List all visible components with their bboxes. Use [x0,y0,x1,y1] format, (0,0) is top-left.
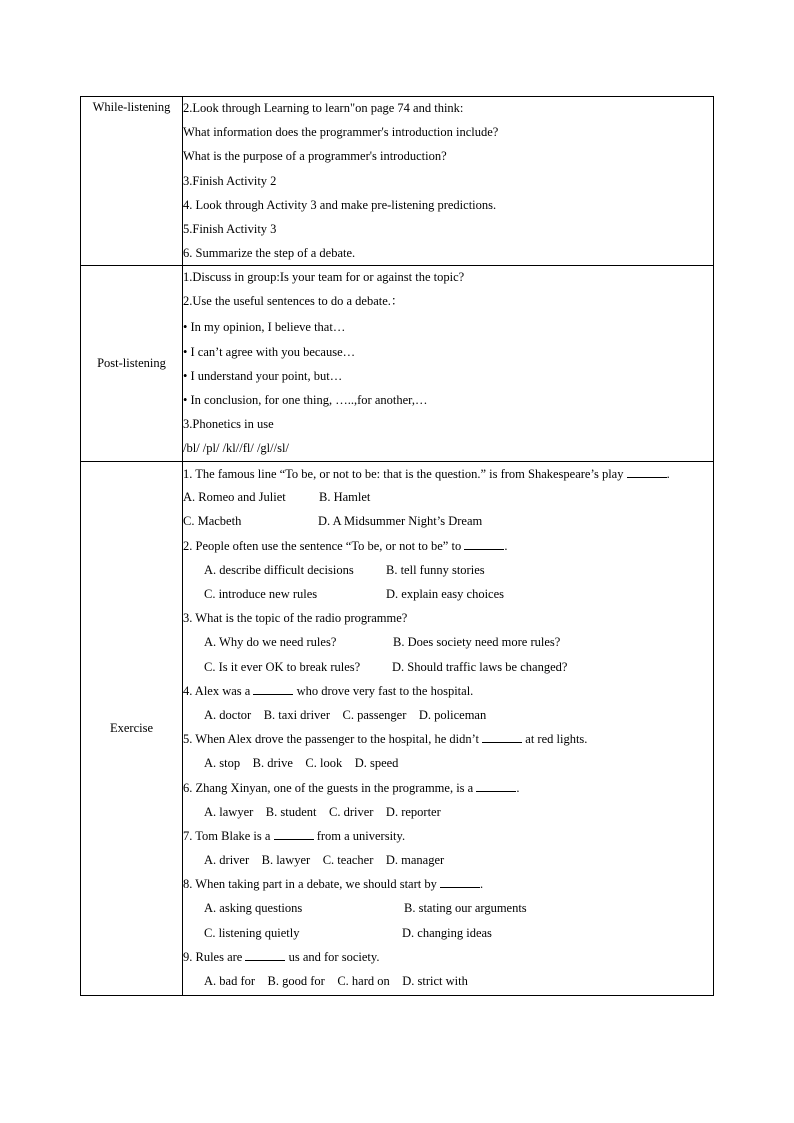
exercise-row [81,462,714,996]
post-listening-row [81,266,714,462]
option-c: C. introduce new rules [204,587,318,601]
list-item: • In conclusion, for one thing, …..,for another,… [183,392,428,407]
question-1: 1. The famous line “To be, or not to be: that is the question.” is from Shakespeare’s play . [183,467,670,482]
list-item: 2.Look through Learning to learn"on page 74 and think: [183,101,464,115]
list-item: What is the purpose of a programmer's introduction? [183,149,447,164]
question-8-options-row-1 [183,900,713,924]
list-item: 6. Summarize the step of a debate. [183,246,356,261]
option-b: B. Does society need more rules? [393,635,561,650]
question-5-options: A. stop B. drive C. look D. speed [204,756,399,771]
question-1-options-row-2 [183,513,713,537]
stage-label-while-listening: While-listening [81,97,183,266]
option-a: A. Romeo and Juliet [183,490,286,505]
option-d: D. A Midsummer Night’s Dream [318,514,483,529]
answer-blank [464,538,504,550]
while-listening-content [183,97,714,266]
question-2-options-row-1 [183,562,713,586]
question-3-options-row-1 [183,634,713,658]
question-3-options-row-2 [183,659,713,683]
answer-blank [440,876,480,888]
question-9-options: A. bad for B. good for C. hard on D. strict with [204,974,468,988]
list-item: • In my opinion, I believe that… [183,320,346,335]
list-item: 5.Finish Activity 3 [183,221,277,236]
question-8-options-row-2 [183,925,713,949]
option-d: D. changing ideas [402,925,492,940]
question-9: 9. Rules are us and for society. [183,949,380,964]
option-b: B. Hamlet [319,490,371,505]
lesson-plan-table [80,96,714,996]
list-item: What information does the programmer's introduction include? [183,125,499,140]
question-1-stem: 1. The famous line “To be, or not to be: that is the question.” is from Shakespeare’s play [183,467,624,482]
question-1-options-row-1 [183,489,713,513]
stage-label-post-listening: Post-listening [81,266,183,462]
question-4-options: A. doctor B. taxi driver C. passenger D. policeman [204,707,487,722]
option-d: D. explain easy choices [386,587,505,601]
list-item: • I can’t agree with you because… [183,344,356,359]
option-a: A. describe difficult decisions [204,562,354,577]
list-item: /bl/ /pl/ /kl//fl/ /gl//sl/ [183,441,289,456]
option-a: A. asking questions [204,901,303,916]
question-2-options-row-2 [183,586,713,610]
question-8: 8. When taking part in a debate, we should start by . [183,877,484,892]
answer-blank [245,949,285,961]
list-item: 3.Phonetics in use [183,417,274,432]
list-item: 1.Discuss in group:Is your team for or against the topic? [183,270,465,285]
question-7: 7. Tom Blake is a from a university. [183,828,406,843]
answer-blank [482,731,522,743]
option-b: B. stating our arguments [404,901,527,916]
option-c: C. Macbeth [183,514,242,529]
answer-blank [627,466,667,478]
question-7-options: A. driver B. lawyer C. teacher D. manager [204,853,445,868]
answer-blank [253,683,293,695]
question-6-options: A. lawyer B. student C. driver D. reporter [204,804,441,819]
question-3: 3. What is the topic of the radio programme? [183,611,408,626]
question-6: 6. Zhang Xinyan, one of the guests in the programme, is a . [183,780,520,795]
while-listening-row [81,97,714,266]
question-5: 5. When Alex drove the passenger to the hospital, he didn’t at red lights. [183,732,588,747]
list-item: 3.Finish Activity 2 [183,173,277,188]
stage-label-exercise: Exercise [81,462,183,996]
question-4: 4. Alex was a who drove very fast to the hospital. [183,683,474,698]
list-item: 4. Look through Activity 3 and make pre-listening predictions. [183,197,497,212]
post-listening-content [183,266,714,462]
option-c: C. Is it ever OK to break rules? [204,659,361,674]
list-item: • I understand your point, but… [183,368,343,383]
answer-blank [274,828,314,840]
option-d: D. Should traffic laws be changed? [392,659,568,674]
option-c: C. listening quietly [204,925,300,940]
question-2: 2. People often use the sentence “To be, or not to be” to . [183,538,508,553]
option-a: A. Why do we need rules? [204,635,337,650]
answer-blank [476,780,516,792]
exercise-content [183,462,714,996]
list-item: 2.Use the useful sentences to do a debate.： [183,294,404,309]
option-b: B. tell funny stories [386,562,485,577]
